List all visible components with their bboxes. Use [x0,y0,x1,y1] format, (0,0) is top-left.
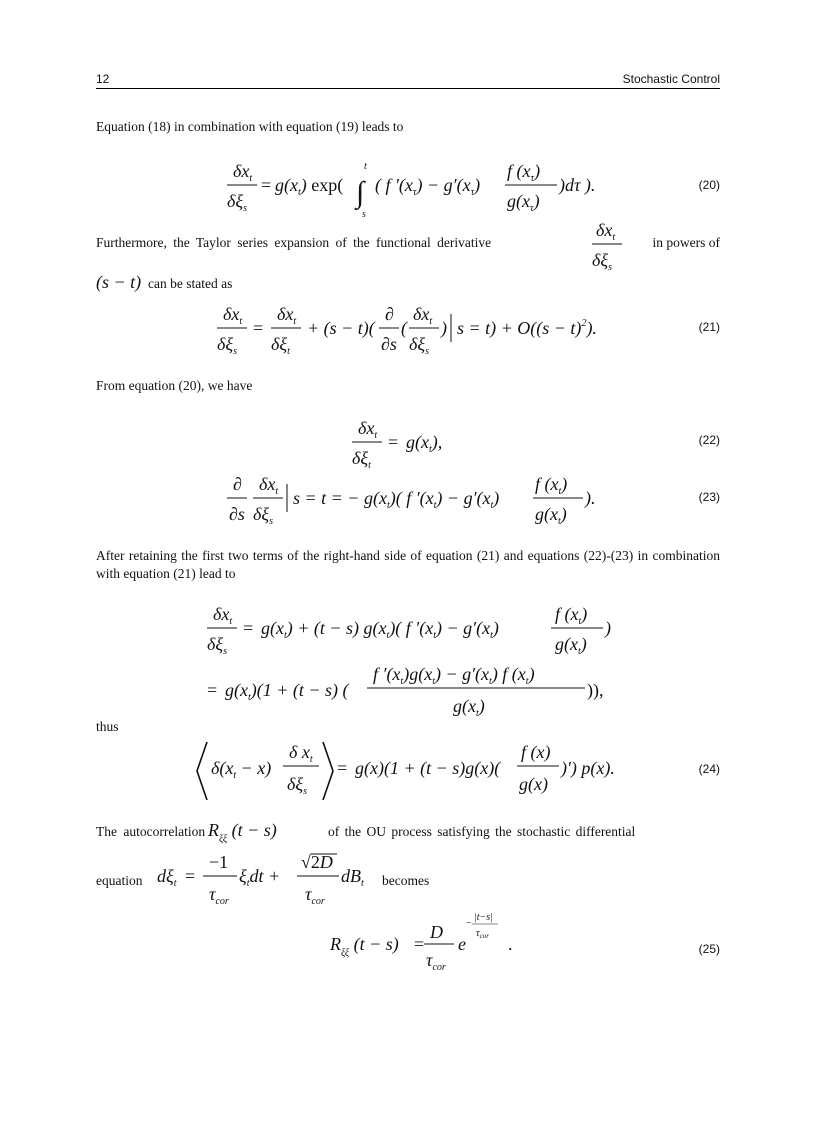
svg-text:δξt: $\delta\xi_t$ [271,334,290,357]
running-title: Stochastic Control [622,72,720,86]
svg-text:τcor: $\tau_{cor}$ [209,884,229,907]
svg-text:δξs: $\delta\xi_s$ [227,191,247,214]
svg-text:e: e [458,934,466,954]
svg-text:g(xt): $g(x_t)$ [555,634,587,657]
svg-text:g(xt) exp(: $g(x_t)$ exp( [275,175,344,198]
svg-text:δξs: $\delta\xi_s$ [217,334,237,357]
equation-24 [195,738,635,804]
svg-text:δξt: $\delta\xi_t$ [352,448,371,471]
svg-text:g(xt): $g(x_t)$ [535,504,567,527]
svg-text:D: D [430,922,443,942]
svg-text:f (xt): f $(x_t)$ [535,474,568,497]
svg-text:Rξξ (t − s): $R_{\xi\xi}$ (t − s) [330,934,399,959]
svg-text:∂s: ∂s [381,334,397,354]
page-number: 12 [96,72,110,86]
svg-text:∂: ∂ [385,304,394,324]
svg-text:f (xt): f $(x_t)$ [555,604,588,627]
svg-text:δξs: $\delta\xi_s$ [253,504,273,527]
svg-text:+ (s − t)(: + (s − t)( [307,318,375,338]
equation-20 [225,155,605,225]
svg-text:Rξξ (t − s): $R_{\xi\xi}$ (t − s) [208,820,277,845]
equation-number-25: (25) [698,942,720,956]
svg-text:−1: −1 [209,852,229,872]
svg-text:g(xτ): $g(x_\tau)$ [507,191,540,214]
svg-text:=: = [207,680,218,700]
svg-text:=: = [261,175,272,195]
equation-21 [215,300,635,360]
svg-text:(: ( [401,318,407,338]
svg-text:δxt: $\delta x_t$ [259,474,279,497]
svg-text:): ) [605,618,611,638]
equation-derivation [205,600,625,720]
svg-text:=: = [337,758,348,778]
header-rule [96,88,720,89]
svg-text:t: t [364,161,367,172]
paragraph-equation-a: equation [96,873,143,888]
equation-number-22: (22) [698,433,720,447]
svg-text:τcor: $\tau_{cor}$ [426,950,446,973]
paragraph-taylor-b: in powers of [652,235,720,250]
svg-text:δxt: $\delta x_t$ [223,304,243,327]
svg-text:).: ). [585,488,596,508]
equation-22 [350,414,490,470]
svg-text:√2D: √2D [301,852,333,872]
svg-text:δ xt: δ $x_t$ [289,742,313,765]
svg-text:=: = [388,432,399,452]
svg-text:g(x)(1 + (t − s)g(x)(: g(x)(1 + (t − s)g(x)( [355,758,501,778]
equation-number-21: (21) [698,320,720,334]
paragraph-retaining: After retaining the first two terms of the right-hand side of equation (21) and equations (22)-(23) in combination with equation (21) lead to [96,548,720,581]
svg-text:δxt: $\delta x_t$ [233,161,253,184]
svg-text:)),: )), [587,680,604,700]
svg-text:δξs: $\delta\xi_s$ [207,634,227,657]
svg-text:dBt: $dB_t$ [341,866,364,889]
paragraph-autocorrelation-a: The autocorrelation [96,824,206,839]
svg-text:δξs: $\delta\xi_s$ [409,334,429,357]
svg-text:=: = [243,618,254,638]
svg-text:δxt: $\delta x_t$ [213,604,233,627]
svg-text:δxt: $\delta x_t$ [358,418,378,441]
svg-text:δ(xt − x): $\delta(x_t - x)$ [211,758,272,781]
inline-functional-derivative [590,218,624,274]
svg-text:=: = [185,866,196,886]
paragraph-from-eq20: From equation (20), we have [96,378,253,393]
svg-text:( f ′(xτ) − g′(xτ): ( f $'(x_\tau) - g'(x_\tau)$ [375,175,481,198]
inline-autocorrelation [208,814,318,844]
svg-text:): ) [441,318,447,338]
svg-text:δxt: $\delta x_t$ [596,220,616,243]
equation-number-23: (23) [698,490,720,504]
svg-text:dξt: $d\xi_t$ [157,866,177,889]
equation-number-20: (20) [698,178,720,192]
equation-25 [330,908,530,978]
svg-text:|t−s|: |t−s| [474,912,493,923]
svg-text:g(x): g(x) [519,774,548,794]
svg-text:δxt: $\delta x_t$ [413,304,433,327]
svg-text:=: = [414,934,425,954]
paragraph-taylor-a: Furthermore, the Taylor series expansion of the functional derivative [96,235,492,250]
svg-text:g(xt),: $g(x_t)$, [406,432,443,455]
svg-text:ξtdt +: $\xi_tdt$ + [239,866,281,889]
svg-text:δξs: $\delta\xi_s$ [592,250,612,273]
svg-text:g(xt): $g(x_t)$ [453,696,485,719]
svg-text:)′) p(x).: )′) p(x). [561,758,615,778]
svg-text:f (x): f (x) [521,742,551,762]
equation-number-24: (24) [698,762,720,776]
svg-text:∂s: ∂s [229,504,245,524]
svg-text:∂: ∂ [233,474,242,494]
svg-text:f ′(xt)g(xt) − g′(xt) f (xt): f $'(x_t)g(x_t) - g'(x_t)$ f $(x_t)$ [373,664,535,687]
svg-text:g(xt)(1 + (t − s) (: $g(x_t)(1 + (t - s)$ ( [225,680,349,703]
svg-text:τcor: $\tau_{cor}$ [476,928,489,940]
svg-text:δxt: $\delta x_t$ [277,304,297,327]
paragraph-taylor-c: can be stated as [148,276,233,291]
svg-text:τcor: $\tau_{cor}$ [305,884,325,907]
paragraph-intro: Equation (18) in combination with equation (19) leads to [96,119,404,134]
svg-text:s = t) + O((s − t)2).: $s = t) + O((s - t)^2)$. [457,318,597,338]
paragraph-equation-b: becomes [382,873,430,888]
svg-text:s: s [362,209,366,220]
inline-ou-sde [157,852,377,912]
inline-s-minus-t [96,268,156,294]
paragraph-autocorrelation-b: of the OU process satisfying the stochastic differential [328,824,636,839]
svg-text:(s − t): (s − t) [96,272,142,292]
svg-text:.: . [508,934,513,954]
equation-23 [225,470,615,530]
svg-text:f (xτ): f $(x_\tau)$ [507,161,541,184]
svg-text:−: − [466,918,472,929]
svg-text:)dτ ).: )dτ ). [559,175,596,195]
svg-text:g(xt) + (t − s) g(xt)( f ′(xt): $g(x_t) + (t - s)$ $g(x_t)$( f $'(x_t) - g'(x_t)$ [261,618,499,641]
svg-text:δξs: $\delta\xi_s$ [287,774,307,797]
svg-text:s = t = − g(xt)( f ′(xt) − g′(: s = t = − $g(x_t)$( f $'(x_t) - g'(x_t)$ [293,488,500,511]
svg-text:∫: ∫ [356,176,365,209]
svg-text:=: = [253,318,264,338]
paragraph-thus: thus [96,719,119,734]
